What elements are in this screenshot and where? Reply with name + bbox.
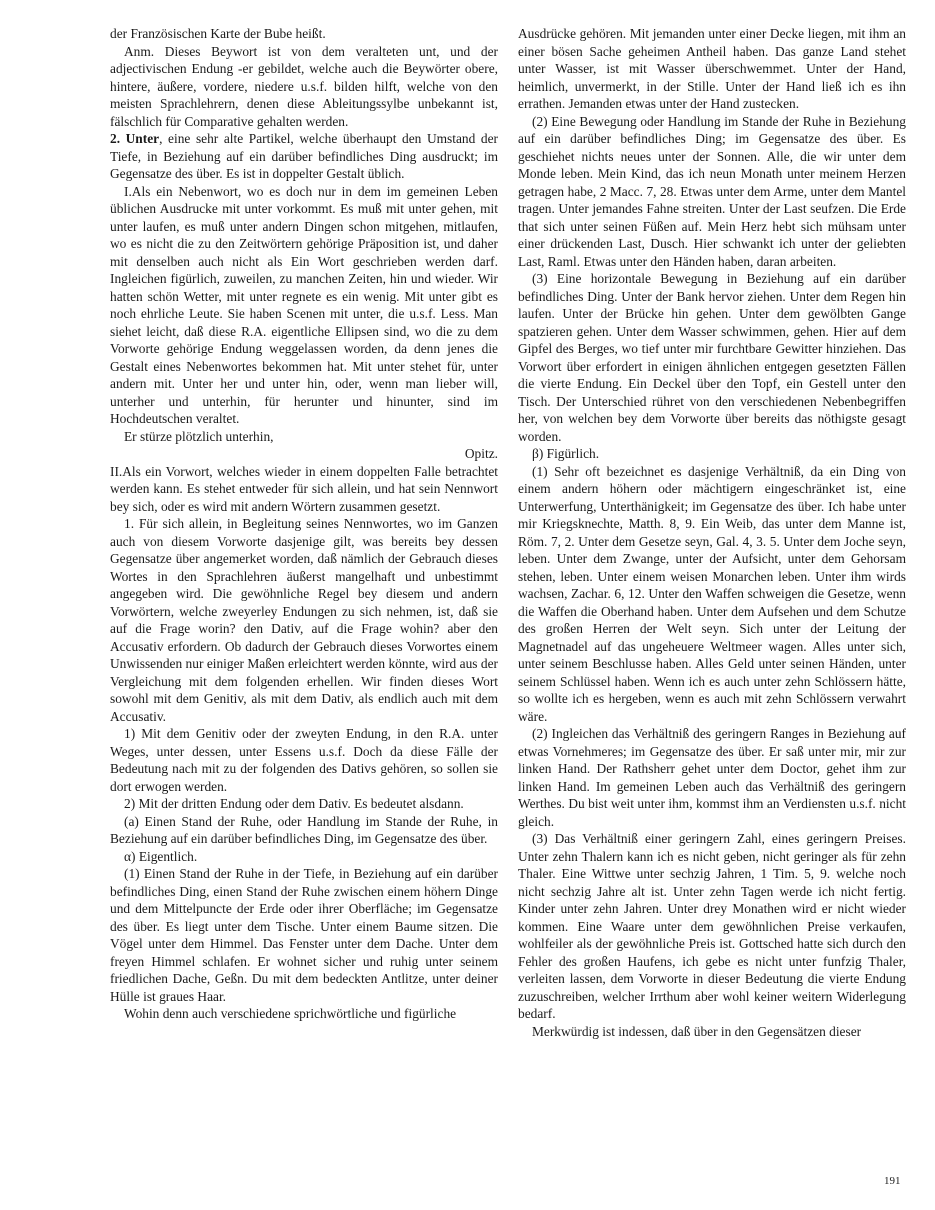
right-column: [518, 25, 906, 1040]
paragraph-text: I.Als ein Nebenwort, wo es doch nur in dem im gemeinen Leben üblichen Ausdrucke mit unter vorkommt. Es muß mit unter gehen, mit unter laufen, es muß unter andern Dingen schon mitgehen, mitlaufen, wo es nicht die zu den Zeitwörtern gehörige Präposition ist, und daher mit denselben auch nicht als Ein Wort geschrieben werden darf. Ingleichen figürlich, zuweilen, zu manchen Zeiten, hin und wieder. Wir hatten schön Wetter, mit unter regnete es ein wenig. Mit unter gibt es noch ehrliche Leute. Sie haben Scenen mit unter, die u.s.f. Less. Man siehet leicht, daß diese R.A. eigentliche Ellipsen sind, wo die zu dem Vorworte gehörige Endung weggelassen worden, da denn jenes die Gestalt eines Nebenwortes bekommen hat. Mit unter stehet für, unter andern mit. Unter her und unter hin, oder, wenn man lieber will, unterher und unterhin, für herunter und hinunter, sind im Hochdeutschen veraltet.: [110, 183, 498, 426]
paragraph: [110, 130, 498, 183]
paragraph: [518, 25, 906, 113]
paragraph: [518, 725, 906, 830]
paragraph: [518, 463, 906, 726]
paragraph: [110, 43, 498, 131]
paragraph: [518, 830, 906, 1023]
paragraph: [110, 515, 498, 725]
left-column: [110, 25, 498, 1023]
paragraph-text: Merkwürdig ist indessen, daß über in den Gegensätzen dieser: [532, 1023, 862, 1039]
paragraph-text: Opitz.: [464, 446, 498, 461]
paragraph-text: Wohin denn auch verschiedene sprichwörtliche und figürliche: [124, 1006, 457, 1021]
paragraph: [110, 813, 498, 848]
paragraph: [518, 445, 906, 463]
paragraph: [110, 725, 498, 795]
paragraph: [110, 183, 498, 428]
paragraph-text: 1. Für sich allein, in Begleitung seines Nennwortes, wo im Ganzen auch von diesem Vorworte dasjenige gilt, was bereits bey dessen Gegensatze über angemerket worden, daß nämlich der Gebrauch dieses Wortes in den Sprachlehren äußerst mangelhaft und unbestimmt angegeben wird. Die gewöhnliche Regel bey diesem und andern Vorwörtern, welche zweyerley Endungen zu sich nehmen, ist, daß sie auf die Frage worin? den Dativ, auf die Frage wohin? aber den Accusativ erfordern. Ob dadurch der Gebrauch dieses Vorwortes einem Unwissenden nur einiger Maßen erleichtert werden könnte, wird aus der Vergleichung mit dem folgenden erhellen. Wir finden dieses Wort sowohl mit dem Genitiv, als mit dem Dativ, als endlich auch mit dem Accusativ.: [110, 516, 498, 724]
paragraph: [110, 445, 498, 463]
paragraph: [518, 113, 906, 271]
paragraph-text: Anm. Dieses Beywort ist von dem veralteten unt, und der adjectivischen Endung -er gebildet, welche auch die Beywörter obere, hintere, äußere, vordere, niedere u.s.f. bilden hilft, welche von den meisten Sprachlehrern, denen diese Ableitungssylbe unbekannt ist, fälschlich für Comparative gehalten werden.: [110, 43, 498, 129]
paragraph-text: (1) Einen Stand der Ruhe in der Tiefe, in Beziehung auf ein darüber befindliches Ding, einen Stand der Ruhe zwischen einem höhern Dinge und dem Mittelpuncte der Erde oder ihrer Oberfläche; im Gegensatze des über. Es liegt unter dem Tische. Unter einem Baume sitzen. Die Vögel unter dem Himmel. Das Fenster unter dem Dache. Unter dem freyen Himmel schlafen. Er wohnet sicher und ruhig unter seinem friedlichen Dache, Geßn. Du mit dem bedeckten Antlitze, unter deiner Hülle ist graues Haar.: [110, 866, 498, 1004]
paragraph-text: β) Figürlich.: [532, 446, 600, 461]
paragraph: [110, 463, 498, 516]
paragraph: [110, 428, 498, 446]
paragraph-text: (3) Eine horizontale Bewegung in Beziehung auf ein darüber befindliches Ding. Unter der Bank hervor ziehen. Unter dem Regen hin laufen. Unter der Brücke hin gehen. Unter dem gewölbten Gange spatzieren gehen. Unter dem Wasser schwimmen, gehen. Hier auf dem Gipfel des Berges, wo tief unter mir furchtbare Gewitter hinziehen. Das Vorwort über erfordert in einigen ähnlichen entgegen gesetzten Fällen die vierte Endung. Ein Deckel über den Topf, ein Gestell unter den Tisch. Der Unterschied rühret von den verschiedenen Nebenbegriffen her, von welchen bey dem Vorworte über bereits das nöthigste gesagt worden.: [518, 271, 906, 444]
paragraph: [518, 1023, 906, 1041]
paragraph-text: α) Eigentlich.: [124, 848, 198, 864]
paragraph-text: (1) Sehr oft bezeichnet es dasjenige Verhältniß, da ein Ding von einem andern höhern oder mächtigern eingeschränket ist, eine Unterwerfung, Unterthänigkeit; im Gegensatze des über. Ich habe unter mir Kriegsknechte, Matth. 8, 9. Ein Weib, das unter dem Manne ist, Röm. 7, 2. Unter dem Gesetze seyn, Gal. 4, 3. 5. Unter dem Joche seyn, leben. Unter dem Zwange, unter der Aufsicht, unter dem Gehorsam stehen, leben. Unter einem weisen Monarchen leben. Unter ihm wirds wachsen, Zachar. 6, 12. Unter den Waffen schweigen die Gesetze, wenn die Waffen die Oberhand haben. Unter dem Aufsehen und dem Schutze des großen Herren der Welt seyn. Sich unter der Leitung der Magnetnadel auf das ungeheuere Weltmeer wagen. Alles unter sich, unter seinem Beschlusse haben. Alles Geld unter seinen Händen, unter seinem Schlüssel haben. Wenn ich es auch unter zehn Schlössern hätte, so wollte ich es hergeben, wenn es auch mit zehn Schlössern verwahrt wäre.: [518, 463, 906, 724]
paragraph: [110, 25, 498, 43]
paragraph: [110, 848, 498, 866]
page-number: 191: [884, 1175, 901, 1187]
paragraph-text: 1) Mit dem Genitiv oder der zweyten Endung, in den R.A. unter Weges, unter dessen, unter Essens u.s.f. Doch da diese Fälle der Bedeutung nach mit zu der folgenden des Dativs gehören, so sollen sie dort erwogen werden.: [110, 726, 498, 794]
paragraph-text: Er stürze plötzlich unterhin,: [124, 428, 274, 444]
paragraph: [110, 865, 498, 1005]
paragraph-text: , eine sehr alte Partikel, welche überhaupt den Umstand der Tiefe, in Beziehung auf ein darüber befindliches Ding ausdruckt; im Gegensatze des über. Es ist in doppelter Gestalt üblich.: [110, 131, 499, 181]
paragraph-text: (2) Ingleichen das Verhältniß des geringern Ranges in Beziehung auf etwas Vornehmeres; im Gegensatze des über. Er saß unter mir, mir zur linken Hand. Der Rathsherr gehet unter dem Doctor, gehet ihm zur linken Hand. Im gemeinen Leben auch das Verhältniß des geringern Werthes. Du bist weit unter ihm, kommst ihm an Verdiensten u.s.f. nicht gleich.: [518, 726, 906, 829]
paragraph-text: (3) Das Verhältniß einer geringern Zahl, eines geringern Preises. Unter zehn Thalern kann ich es nicht geben, nicht geringer als für zehn Thaler. Eine Wittwe unter sechzig Jahren, 1 Tim. 5, 9. welche noch nicht sechzig Jahre alt ist. Unter zehn Tagen werde ich nicht fertig. Kinder unter zehn Jahren. Unter drey Monathen wird er nicht wieder kommen. Eine Waare unter dem gewöhnlichen Preise verkaufen, wohlfeiler als der gewöhnliche Preis ist. Gottsched hatte sich durch den Fehler des großen Haufens, ich gebe es nicht unter funfzig Thaler, verleiten lassen, dem Vorworte in dieser Bedeutung die vierte Endung zuzuschreiben, welcher Irrthum aber wohl keiner weitern Widerlegung bedarf.: [518, 831, 906, 1021]
paragraph-text: (2) Eine Bewegung oder Handlung im Stande der Ruhe in Beziehung auf ein darüber befindliches Ding; im Gegensatze des über. Es geschiehet nichts neues unter der Sonnen. Alle, die wir unter dem Monde leben. Mein Kind, das ich neun Monath unter meinem Herzen getragen habe, 2 Macc. 7, 28. Etwas unter dem Arme, unter dem Mantel tragen. Unter jemandes Fahne streiten. Unter der Last seufzen. Die Erde that sich unter seinen Füßen auf. Mein Herz hebt sich mühsam unter einer drückenden Last, Dusch. Hier schwankt ich unter der geliebten Last, Raml. Etwas unter den Händen haben, daran arbeiten.: [518, 113, 906, 269]
paragraph: [110, 795, 498, 813]
paragraph-text: Ausdrücke gehören. Mit jemanden unter einer Decke liegen, mit ihm an einer bösen Sache geheimen Antheil haben. Das ganze Land stehet unter Wasser, ist mit Wasser überschwemmet. Unter der Hand, heimlich, unvermerkt, in der Stille. Unter der Hand ließ ich es ihn errathen. Jemanden etwas unter der Hand zustecken.: [518, 26, 906, 111]
paragraph-text: 2) Mit der dritten Endung oder dem Dativ. Es bedeutet alsdann.: [124, 796, 464, 811]
paragraph-text: (a) Einen Stand der Ruhe, oder Handlung im Stande der Ruhe, in Beziehung auf ein darüber befindliches Ding, im Gegensatze des über.: [110, 813, 498, 846]
paragraph: [518, 270, 906, 445]
paragraph-text: der Französischen Karte der Bube heißt.: [110, 26, 326, 41]
paragraph-text: II.Als ein Vorwort, welches wieder in einem doppelten Falle betrachtet werden kann. Es stehet entweder für sich allein, und hat sein Nennwort bey sich, oder es wird mit andern Wörtern zusammen gesetzt.: [110, 463, 498, 514]
paragraph: [110, 1005, 498, 1023]
entry-headword: 2. Unter: [110, 131, 160, 146]
